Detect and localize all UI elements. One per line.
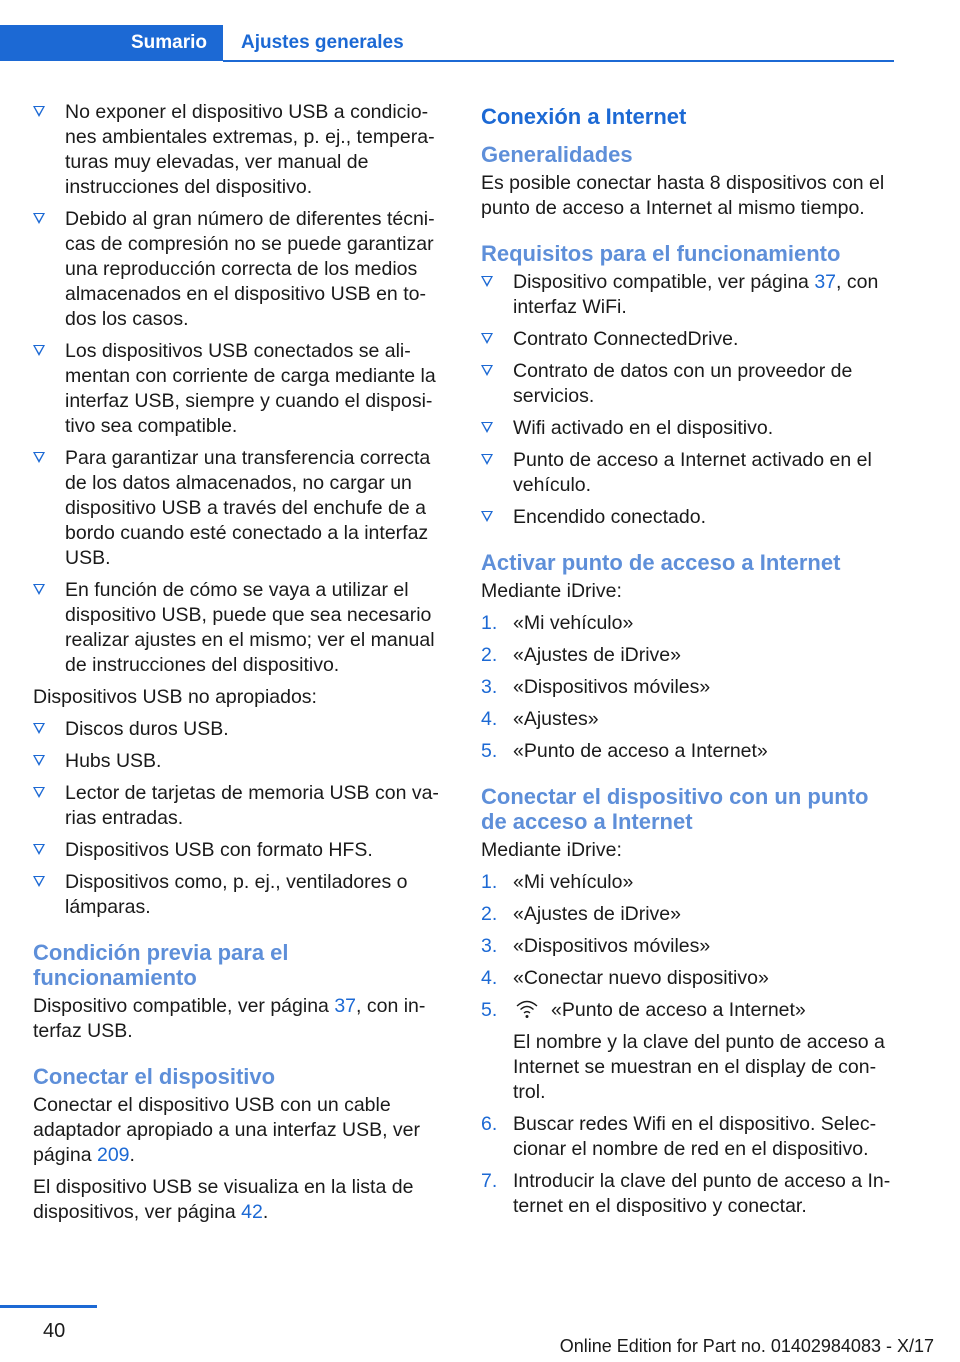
general-text: Es posible conectar hasta 8 dispositivos con el punto de acceso a Internet al mismo tiempo. <box>481 172 885 219</box>
list-item: Lector de tarjetas de memoria USB con va‐ rias entradas. <box>33 781 451 831</box>
step-item: 2. «Ajustes de iDrive» <box>481 644 681 666</box>
triangle-bullet-icon <box>481 454 493 465</box>
activate-steps <box>481 611 899 764</box>
list-item: Hubs USB. <box>33 749 451 774</box>
step-item: 2. «Ajustes de iDrive» <box>481 903 681 925</box>
triangle-bullet-icon <box>33 787 45 798</box>
connect-hotspot-heading: Conectar el dispositivo con un punto de acceso a Internet <box>481 784 869 834</box>
triangle-bullet-icon <box>481 511 493 522</box>
list-item: No exponer el dispositivo USB a condicio‐ nes ambientales extremas, p. ej., tempera‐ turas muy elevadas, ver manual de instrucciones del dispositivo. <box>33 100 451 200</box>
triangle-bullet-icon <box>33 755 45 766</box>
step-item: 1. «Mi vehículo» <box>481 871 634 893</box>
list-item: Los dispositivos USB conectados se ali‐ mentan con corriente de carga mediante la interfaz USB, siempre y cuando el disposi‐ tivo sea compatible. <box>33 339 451 439</box>
triangle-bullet-icon <box>33 106 45 117</box>
step-note: El nombre y la clave del punto de acceso a Internet se muestran en el display de con‐ trol. <box>513 1031 885 1103</box>
page-link-42[interactable]: 42 <box>241 1201 263 1223</box>
wifi-icon <box>515 998 539 1020</box>
triangle-bullet-icon <box>33 723 45 734</box>
page-link-209[interactable]: 209 <box>96 1144 130 1166</box>
tab-ajustes-generales[interactable]: Ajustes generales <box>241 32 404 53</box>
list-item: Contrato ConnectedDrive. <box>481 327 899 352</box>
list-item: En función de cómo se vaya a utilizar el dispositivo USB, puede que sea necesario realizar ajustes en el mismo; ver el manual de instrucciones del dispositivo. <box>33 578 451 678</box>
step-item: 7. Introducir la clave del punto de acceso a In‐ ternet en el dispositivo y conectar. <box>481 1170 891 1217</box>
general-heading: Generalidades <box>481 142 633 167</box>
page-link-37[interactable]: 37 <box>334 995 357 1017</box>
requirements-heading: Requisitos para el funcionamiento <box>481 241 841 266</box>
list-item: Punto de acceso a Internet activado en el vehículo. <box>481 448 899 498</box>
list-item: Discos duros USB. <box>33 717 451 742</box>
list-item: Contrato de datos con un proveedor de servicios. <box>481 359 899 409</box>
page-number: 40 <box>43 1320 66 1342</box>
triangle-bullet-icon <box>33 876 45 887</box>
step-item: 6. Buscar redes Wifi en el dispositivo. Selec‐ cionar el nombre de red en el dispositivo. <box>481 1113 877 1160</box>
activate-intro: Mediante iDrive: <box>481 580 622 602</box>
connect-device-text: Conectar el dispositivo USB con un cable adaptador apropiado a una interfaz USB, ver página 209. <box>33 1094 421 1166</box>
step-item: 3. «Dispositivos móviles» <box>481 676 711 698</box>
connect-steps <box>481 870 899 1219</box>
page-header <box>0 0 960 64</box>
step-item: 3. «Dispositivos móviles» <box>481 935 711 957</box>
triangle-bullet-icon <box>33 584 45 595</box>
tab-sumario[interactable]: Sumario <box>0 25 223 61</box>
internet-title: Conexión a Internet <box>481 104 687 129</box>
triangle-bullet-icon <box>33 844 45 855</box>
unsuitable-intro: Dispositivos USB no apropiados: <box>33 686 317 708</box>
list-item: Wifi activado en el dispositivo. <box>481 416 899 441</box>
connect-device-heading: Conectar el dispositivo <box>33 1064 276 1089</box>
unsuitable-devices-list <box>33 717 451 920</box>
triangle-bullet-icon <box>481 333 493 344</box>
step-item: 4. «Ajustes» <box>481 708 599 730</box>
list-item: Dispositivos como, p. ej., ventiladores o lámparas. <box>33 870 451 920</box>
prereq-text: Dispositivo compatible, ver página 37, con in‐ terfaz USB. <box>33 995 426 1042</box>
device-list-text: El dispositivo USB se visualiza en la lista de dispositivos, ver página 42. <box>33 1176 414 1223</box>
header-divider <box>223 60 894 62</box>
connect-intro: Mediante iDrive: <box>481 839 622 861</box>
step-item: 5. «Punto de acceso a Internet» El nombre y la clave del punto de acceso a Internet se muestran en el display de con‐ trol. <box>481 998 899 1105</box>
activate-hotspot-heading: Activar punto de acceso a Internet <box>481 550 841 575</box>
edition-text: Online Edition for Part no. 01402984083 - X/17 <box>559 1336 934 1356</box>
step-item: 1. «Mi vehículo» <box>481 612 634 634</box>
triangle-bullet-icon <box>481 422 493 433</box>
triangle-bullet-icon <box>481 276 493 287</box>
list-item: Dispositivo compatible, ver página 37, con interfaz WiFi. <box>481 270 899 320</box>
prereq-heading: Condición previa para el funcionamiento <box>33 940 289 990</box>
step-item: 4. «Conectar nuevo dispositivo» <box>481 967 769 989</box>
triangle-bullet-icon <box>33 452 45 463</box>
page-link-37[interactable]: 37 <box>814 271 837 293</box>
right-column <box>481 100 899 1226</box>
footer-divider <box>0 1305 97 1308</box>
triangle-bullet-icon <box>33 213 45 224</box>
list-item: Para garantizar una transferencia correcta de los datos almacenados, no cargar un dispositivo USB a través del enchufe de a bordo cuando esté conectado a la interfaz USB. <box>33 446 451 571</box>
step-item: 5. «Punto de acceso a Internet» <box>481 740 768 762</box>
list-item: Dispositivos USB con formato HFS. <box>33 838 451 863</box>
left-column <box>33 100 451 1232</box>
list-item: Debido al gran número de diferentes técni‐ cas de compresión no se puede garantizar una reproducción correcta de los medios almacenados en el dispositivo USB en to‐ dos los casos. <box>33 207 451 332</box>
requirements-list <box>481 270 899 530</box>
list-item: Encendido conectado. <box>481 505 899 530</box>
usb-notes-list <box>33 100 451 678</box>
triangle-bullet-icon <box>33 345 45 356</box>
triangle-bullet-icon <box>481 365 493 376</box>
